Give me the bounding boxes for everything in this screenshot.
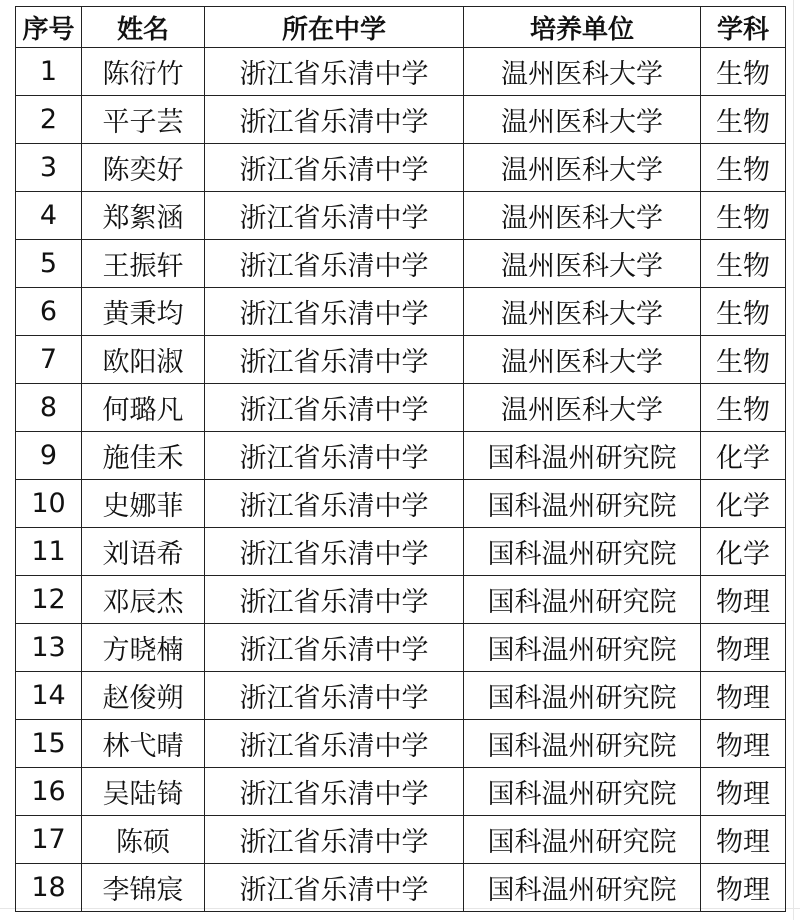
cell-subject[interactable]: 物理 xyxy=(701,720,786,768)
table-body xyxy=(16,48,786,912)
cell-subject[interactable]: 物理 xyxy=(701,576,786,624)
cell-subject[interactable]: 物理 xyxy=(701,624,786,672)
cell-unit[interactable]: 国科温州研究院 xyxy=(464,672,701,720)
table-row xyxy=(16,624,786,672)
header-cell-name[interactable]: 姓名 xyxy=(82,7,205,48)
table-row xyxy=(16,336,786,384)
table-row xyxy=(16,768,786,816)
cell-unit[interactable]: 国科温州研究院 xyxy=(464,864,701,912)
cell-name[interactable]: 方晓楠 xyxy=(82,624,205,672)
cell-subject[interactable]: 生物 xyxy=(701,240,786,288)
cell-school[interactable]: 浙江省乐清中学 xyxy=(205,96,464,144)
cell-school[interactable]: 浙江省乐清中学 xyxy=(205,240,464,288)
cell-name[interactable]: 陈衍竹 xyxy=(82,48,205,96)
cell-unit[interactable]: 国科温州研究院 xyxy=(464,768,701,816)
cell-no[interactable]: 1 xyxy=(16,48,82,96)
cell-name[interactable]: 史娜菲 xyxy=(82,480,205,528)
table-row xyxy=(16,720,786,768)
cell-no[interactable]: 6 xyxy=(16,288,82,336)
cell-name[interactable]: 陈奕好 xyxy=(82,144,205,192)
cell-name[interactable]: 王振轩 xyxy=(82,240,205,288)
cell-subject[interactable]: 生物 xyxy=(701,288,786,336)
cell-school[interactable]: 浙江省乐清中学 xyxy=(205,192,464,240)
cell-name[interactable]: 施佳禾 xyxy=(82,432,205,480)
student-roster-table xyxy=(15,6,786,912)
table-row xyxy=(16,96,786,144)
cell-subject[interactable]: 生物 xyxy=(701,384,786,432)
header-row xyxy=(16,7,786,48)
cell-no[interactable]: 16 xyxy=(16,768,82,816)
table-row xyxy=(16,288,786,336)
cell-unit[interactable]: 温州医科大学 xyxy=(464,192,701,240)
cell-name[interactable]: 邓辰杰 xyxy=(82,576,205,624)
cell-unit[interactable]: 温州医科大学 xyxy=(464,288,701,336)
table-row xyxy=(16,672,786,720)
cell-unit[interactable]: 温州医科大学 xyxy=(464,240,701,288)
header-cell-unit[interactable]: 培养单位 xyxy=(464,7,701,48)
cell-school[interactable]: 浙江省乐清中学 xyxy=(205,480,464,528)
table-row xyxy=(16,864,786,912)
cell-no[interactable]: 3 xyxy=(16,144,82,192)
table-row xyxy=(16,576,786,624)
cell-no[interactable]: 15 xyxy=(16,720,82,768)
cell-school[interactable]: 浙江省乐清中学 xyxy=(205,336,464,384)
cell-unit[interactable]: 温州医科大学 xyxy=(464,48,701,96)
cell-unit[interactable]: 国科温州研究院 xyxy=(464,816,701,864)
cell-subject[interactable]: 生物 xyxy=(701,48,786,96)
cell-name[interactable]: 何璐凡 xyxy=(82,384,205,432)
cell-no[interactable]: 7 xyxy=(16,336,82,384)
cell-name[interactable]: 陈硕 xyxy=(82,816,205,864)
cell-unit[interactable]: 国科温州研究院 xyxy=(464,576,701,624)
cell-school[interactable]: 浙江省乐清中学 xyxy=(205,528,464,576)
cell-subject[interactable]: 化学 xyxy=(701,432,786,480)
cell-subject[interactable]: 化学 xyxy=(701,480,786,528)
cell-subject[interactable]: 生物 xyxy=(701,192,786,240)
cell-subject[interactable]: 生物 xyxy=(701,144,786,192)
table-row xyxy=(16,384,786,432)
sheet-gridline xyxy=(793,0,794,920)
cell-unit[interactable]: 温州医科大学 xyxy=(464,144,701,192)
cell-no[interactable]: 14 xyxy=(16,672,82,720)
table-row xyxy=(16,432,786,480)
cell-subject[interactable]: 化学 xyxy=(701,528,786,576)
cell-no[interactable]: 12 xyxy=(16,576,82,624)
cell-school[interactable]: 浙江省乐清中学 xyxy=(205,48,464,96)
table-row xyxy=(16,48,786,96)
cell-no[interactable]: 18 xyxy=(16,864,82,912)
cell-subject[interactable]: 生物 xyxy=(701,96,786,144)
cell-school[interactable]: 浙江省乐清中学 xyxy=(205,816,464,864)
cell-school[interactable]: 浙江省乐清中学 xyxy=(205,144,464,192)
cell-no[interactable]: 4 xyxy=(16,192,82,240)
cell-name[interactable]: 平子芸 xyxy=(82,96,205,144)
cell-name[interactable]: 欧阳淑 xyxy=(82,336,205,384)
cell-no[interactable]: 10 xyxy=(16,480,82,528)
cell-school[interactable]: 浙江省乐清中学 xyxy=(205,288,464,336)
header-cell-subject[interactable]: 学科 xyxy=(701,7,786,48)
cell-name[interactable]: 李锦宸 xyxy=(82,864,205,912)
cell-subject[interactable]: 物理 xyxy=(701,864,786,912)
cell-unit[interactable]: 国科温州研究院 xyxy=(464,528,701,576)
cell-no[interactable]: 2 xyxy=(16,96,82,144)
cell-school[interactable]: 浙江省乐清中学 xyxy=(205,864,464,912)
cell-school[interactable]: 浙江省乐清中学 xyxy=(205,576,464,624)
cell-unit[interactable]: 温州医科大学 xyxy=(464,384,701,432)
cell-unit[interactable]: 国科温州研究院 xyxy=(464,432,701,480)
cell-name[interactable]: 郑絮涵 xyxy=(82,192,205,240)
cell-no[interactable]: 8 xyxy=(16,384,82,432)
cell-no[interactable]: 9 xyxy=(16,432,82,480)
cell-school[interactable]: 浙江省乐清中学 xyxy=(205,768,464,816)
cell-unit[interactable]: 国科温州研究院 xyxy=(464,624,701,672)
cell-unit[interactable]: 国科温州研究院 xyxy=(464,480,701,528)
cell-name[interactable]: 林弋晴 xyxy=(82,720,205,768)
table-row xyxy=(16,144,786,192)
cell-no[interactable]: 11 xyxy=(16,528,82,576)
cell-no[interactable]: 17 xyxy=(16,816,82,864)
cell-subject[interactable]: 物理 xyxy=(701,816,786,864)
header-cell-school[interactable]: 所在中学 xyxy=(205,7,464,48)
cell-school[interactable]: 浙江省乐清中学 xyxy=(205,672,464,720)
cell-name[interactable]: 刘语希 xyxy=(82,528,205,576)
cell-subject[interactable]: 物理 xyxy=(701,768,786,816)
table-row xyxy=(16,480,786,528)
header-cell-no[interactable]: 序号 xyxy=(16,7,82,48)
table-row xyxy=(16,816,786,864)
cell-name[interactable]: 赵俊朔 xyxy=(82,672,205,720)
cell-name[interactable]: 黄秉均 xyxy=(82,288,205,336)
cell-no[interactable]: 5 xyxy=(16,240,82,288)
table-row xyxy=(16,240,786,288)
cell-subject[interactable]: 生物 xyxy=(701,336,786,384)
cell-no[interactable]: 13 xyxy=(16,624,82,672)
table-row xyxy=(16,192,786,240)
cell-unit[interactable]: 温州医科大学 xyxy=(464,336,701,384)
cell-school[interactable]: 浙江省乐清中学 xyxy=(205,720,464,768)
table-row xyxy=(16,528,786,576)
cell-subject[interactable]: 物理 xyxy=(701,672,786,720)
cell-unit[interactable]: 温州医科大学 xyxy=(464,96,701,144)
cell-school[interactable]: 浙江省乐清中学 xyxy=(205,384,464,432)
cell-school[interactable]: 浙江省乐清中学 xyxy=(205,432,464,480)
cell-unit[interactable]: 国科温州研究院 xyxy=(464,720,701,768)
cell-name[interactable]: 吴陆锜 xyxy=(82,768,205,816)
cell-school[interactable]: 浙江省乐清中学 xyxy=(205,624,464,672)
